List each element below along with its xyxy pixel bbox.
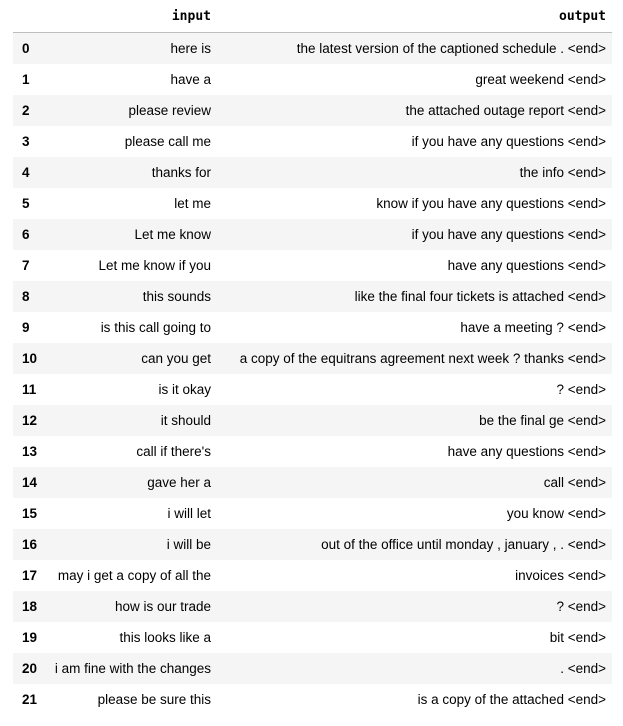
table-row [13, 498, 612, 529]
cell-input: i will be [166, 536, 211, 552]
cell-input: this looks like a [119, 629, 211, 645]
row-index: 6 [22, 226, 30, 242]
row-index: 17 [22, 567, 38, 583]
table-row [13, 95, 612, 126]
column-header-output: output [217, 0, 612, 33]
table-row [13, 250, 612, 281]
table-row [13, 126, 612, 157]
cell-output: you know <end> [506, 505, 606, 521]
table-row [13, 312, 612, 343]
row-index: 9 [22, 319, 30, 335]
row-index: 20 [22, 660, 38, 676]
table-row [13, 343, 612, 374]
cell-input: thanks for [151, 164, 211, 180]
table-row [13, 684, 612, 715]
row-index: 3 [22, 133, 30, 149]
table-row [13, 622, 612, 653]
cell-output: the info <end> [519, 164, 606, 180]
cell-input: i am fine with the changes [54, 660, 211, 676]
cell-input: how is our trade [114, 598, 211, 614]
cell-output: like the final four tickets is attached <end> [354, 288, 606, 304]
cell-input: Let me know if you [98, 257, 211, 273]
table-row [13, 33, 612, 64]
row-index: 14 [22, 474, 38, 490]
row-index: 10 [22, 350, 38, 366]
cell-input: i will let [167, 505, 211, 521]
row-index: 0 [22, 40, 30, 56]
table-row [13, 281, 612, 312]
cell-output: ? <end> [556, 381, 606, 397]
cell-output: . <end> [560, 660, 606, 676]
cell-input: Let me know [134, 226, 211, 242]
row-index: 16 [22, 536, 38, 552]
table-row [13, 64, 612, 95]
row-index: 1 [22, 71, 30, 87]
cell-output: have a meeting ? <end> [460, 319, 606, 335]
cell-output: if you have any questions <end> [411, 226, 606, 242]
row-index: 2 [22, 102, 30, 118]
cell-output: invoices <end> [515, 567, 606, 583]
cell-input: let me [174, 195, 211, 211]
cell-input: is it okay [158, 381, 211, 397]
cell-output: the latest version of the captioned schedule . <end> [296, 40, 606, 56]
cell-input: can you get [141, 350, 211, 366]
row-index: 7 [22, 257, 30, 273]
cell-input: have a [170, 71, 211, 87]
cell-output: out of the office until monday , january , . <end> [321, 536, 606, 552]
row-index: 12 [22, 412, 38, 428]
table-row [13, 374, 612, 405]
cell-output: is a copy of the attached <end> [417, 691, 606, 707]
cell-output: a copy of the equitrans agreement next week ? thanks <end> [239, 350, 606, 366]
row-index: 11 [22, 381, 37, 397]
table-row [13, 188, 612, 219]
row-index: 18 [22, 598, 38, 614]
table-row [13, 436, 612, 467]
cell-input: here is [170, 40, 211, 56]
table-row [13, 467, 612, 498]
row-index: 5 [22, 195, 30, 211]
row-index: 15 [22, 505, 38, 521]
cell-output: have any questions <end> [447, 443, 606, 459]
index-header [13, 0, 41, 33]
table-row [13, 591, 612, 622]
table-row [13, 219, 612, 250]
cell-output: be the final ge <end> [479, 412, 606, 428]
cell-output: the attached outage report <end> [405, 102, 606, 118]
table-row [13, 529, 612, 560]
table-row [13, 560, 612, 591]
cell-input: please call me [124, 133, 211, 149]
table-row [13, 405, 612, 436]
cell-input: may i get a copy of all the [57, 567, 211, 583]
cell-input: gave her a [147, 474, 211, 490]
cell-input: please be sure this [97, 691, 211, 707]
cell-input: this sounds [142, 288, 211, 304]
cell-output: if you have any questions <end> [411, 133, 606, 149]
cell-output: call <end> [543, 474, 606, 490]
table-row [13, 157, 612, 188]
cell-input: it should [160, 412, 211, 428]
column-header-input: input [41, 0, 217, 33]
cell-output: have any questions <end> [447, 257, 606, 273]
row-index: 4 [22, 164, 30, 180]
row-index: 13 [22, 443, 38, 459]
cell-output: ? <end> [556, 598, 606, 614]
table-header [13, 0, 612, 33]
cell-output: bit <end> [549, 629, 606, 645]
cell-output: know if you have any questions <end> [376, 195, 606, 211]
row-index: 19 [22, 629, 38, 645]
row-index: 21 [22, 691, 38, 707]
table-body [13, 33, 612, 715]
cell-input: is this call going to [100, 319, 211, 335]
cell-input: please review [128, 102, 211, 118]
table-row [13, 653, 612, 684]
row-index: 8 [22, 288, 30, 304]
cell-input: call if there's [136, 443, 211, 459]
header-row [13, 0, 612, 33]
cell-output: great weekend <end> [475, 71, 606, 87]
dataframe-table [13, 0, 612, 715]
